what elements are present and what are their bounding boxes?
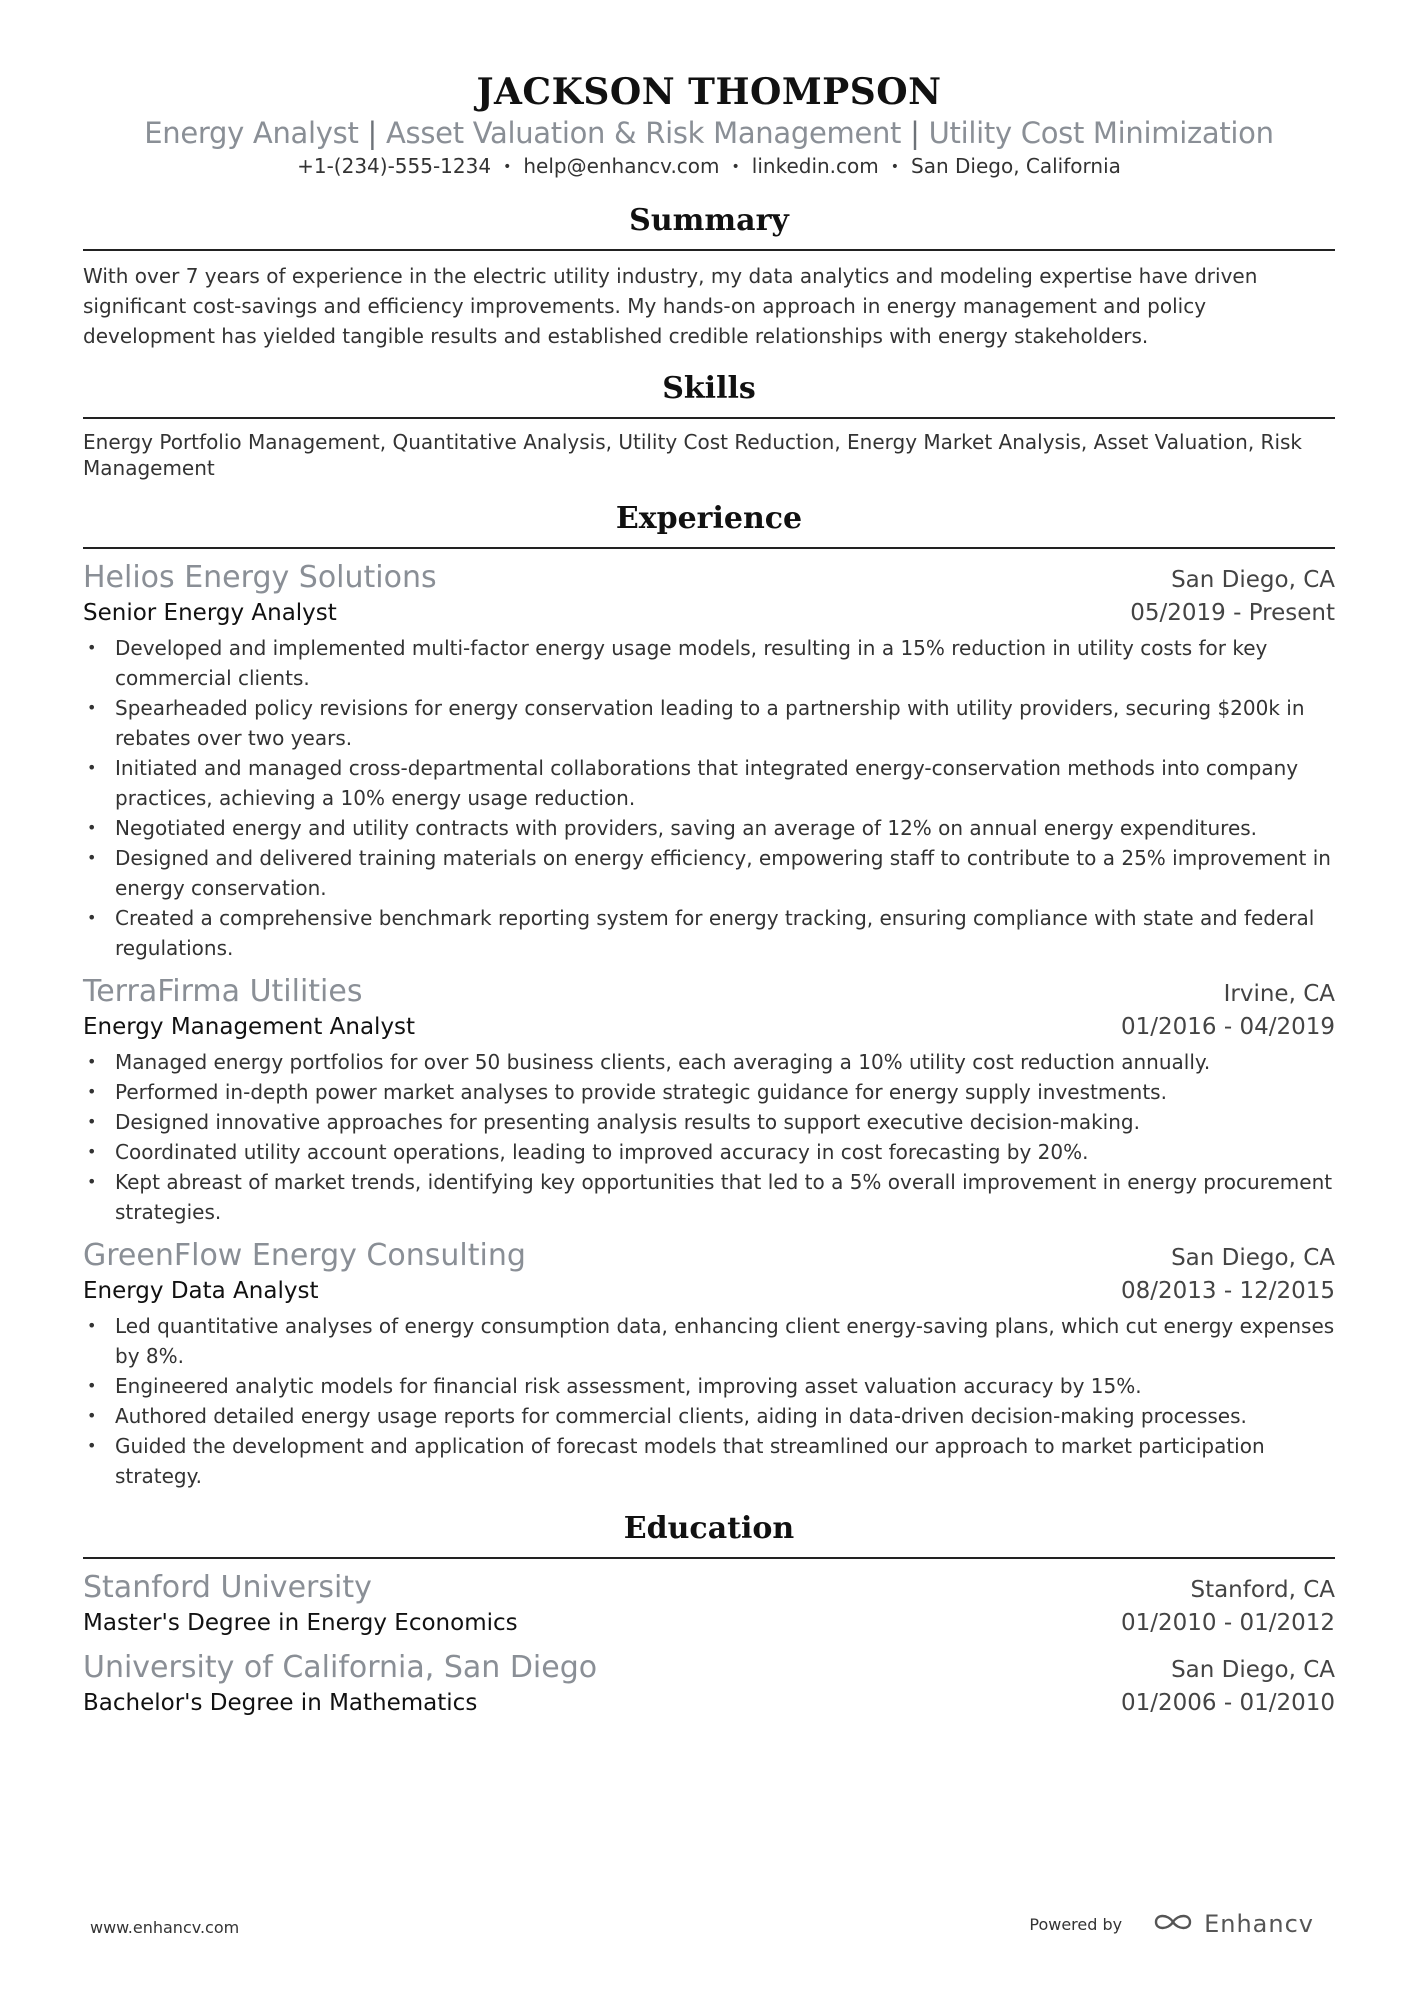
contact-line xyxy=(83,152,1335,183)
achievement-list xyxy=(83,633,1335,963)
job-dates: 08/2013 - 12/2015 xyxy=(1120,1278,1335,1304)
job-dates: 05/2019 - Present xyxy=(1130,600,1335,626)
degree: Bachelor's Degree in Mathematics xyxy=(83,1690,478,1716)
school-location: Stanford, CA xyxy=(1190,1577,1335,1603)
achievement-text: Coordinated utility account operations, leading to improved accuracy in cost forecasting by 20%. xyxy=(115,1140,1089,1164)
linkedin-link[interactable]: linkedin.com xyxy=(751,154,879,178)
contact-separator: • xyxy=(890,159,900,175)
achievement-text: Created a comprehensive benchmark reporting system for energy tracking, ensuring compliance with state and federal regulations. xyxy=(115,906,1315,960)
brand-name: Enhancv xyxy=(1204,1910,1314,1938)
experience-entry xyxy=(83,1237,1335,1491)
contact-separator: • xyxy=(503,159,512,175)
achievement-text: Guided the development and application of forecast models that streamlined our approach to market participation strategy. xyxy=(115,1434,1265,1488)
section-title: Education xyxy=(623,1511,795,1546)
bullet-icon: • xyxy=(87,1112,97,1131)
bullet-icon: • xyxy=(87,698,97,717)
achievement-list xyxy=(83,1311,1335,1491)
achievement-text: Engineered analytic models for financial risk assessment, improving asset valuation accuracy by 15%. xyxy=(115,1374,1142,1398)
achievement-list xyxy=(83,1047,1335,1227)
headline-item: Energy Analyst xyxy=(144,116,359,150)
education-entry xyxy=(83,1649,1335,1719)
bullet-icon: • xyxy=(87,848,97,867)
education-dates: 01/2010 - 01/2012 xyxy=(1120,1610,1335,1636)
bullet-icon: • xyxy=(87,1316,97,1335)
achievement-item xyxy=(83,843,1335,903)
achievement-text: Managed energy portfolios for over 50 business clients, each averaging a 10% utility cost reduction annually. xyxy=(115,1050,1211,1074)
achievement-text: Kept abreast of market trends, identifying key opportunities that led to a 5% overall improvement in energy procurement strategies. xyxy=(115,1170,1333,1224)
candidate-name: JACKSON THOMPSON xyxy=(476,71,942,113)
skills-section xyxy=(83,369,1335,481)
job-title: Energy Management Analyst xyxy=(83,1014,416,1040)
achievement-item xyxy=(83,813,1335,843)
contact-separator: • xyxy=(731,159,740,175)
bullet-icon: • xyxy=(87,1172,97,1191)
achievement-text: Designed innovative approaches for presenting analysis results to support executive decision-making. xyxy=(115,1110,1140,1134)
bullet-icon: • xyxy=(87,1052,97,1071)
section-title: Experience xyxy=(615,501,803,536)
resume-page xyxy=(83,70,1335,1729)
company-name: Helios Energy Solutions xyxy=(83,560,437,595)
footer-website-link[interactable]: www.enhancv.com xyxy=(90,1918,240,1937)
education-entry xyxy=(83,1569,1335,1639)
section-divider xyxy=(83,1557,1335,1559)
achievement-item xyxy=(83,1077,1335,1107)
bullet-icon: • xyxy=(87,1082,97,1101)
school-name: University of California, San Diego xyxy=(83,1650,598,1685)
experience-entry xyxy=(83,559,1335,963)
achievement-item xyxy=(83,633,1335,693)
skills-text: Energy Portfolio Management, Quantitative Analysis, Utility Cost Reduction, Energy Market Analysis, Asset Valuation, Risk Management xyxy=(83,430,1303,480)
degree: Master's Degree in Energy Economics xyxy=(83,1610,518,1636)
education-section xyxy=(83,1509,1335,1719)
section-title: Skills xyxy=(662,371,756,406)
achievement-text: Authored detailed energy usage reports for commercial clients, aiding in data-driven decision-making processes. xyxy=(115,1404,1247,1428)
bullet-icon: • xyxy=(87,908,97,927)
headline xyxy=(83,114,1335,152)
job-title: Energy Data Analyst xyxy=(83,1278,319,1304)
bullet-icon: • xyxy=(87,818,97,837)
footer-branding xyxy=(1029,1910,1314,1938)
powered-by-label: Powered by xyxy=(1029,1914,1123,1934)
achievement-item xyxy=(83,693,1335,753)
job-location: San Diego, CA xyxy=(1171,1245,1335,1271)
achievement-item xyxy=(83,903,1335,963)
summary-text: With over 7 years of experience in the electric utility industry, my data analytics and modeling expertise have driven significant cost-savings and efficiency improvements. My hands-on approach in energy management and policy development has yielded tangible results and established credible relationships with energy stakeholders. xyxy=(83,264,1258,348)
bullet-icon: • xyxy=(87,758,97,777)
company-name: GreenFlow Energy Consulting xyxy=(83,1238,526,1273)
job-title: Senior Energy Analyst xyxy=(83,600,337,626)
phone: +1-(234)-555-1234 xyxy=(297,154,492,178)
achievement-item xyxy=(83,1047,1335,1077)
education-dates: 01/2006 - 01/2010 xyxy=(1120,1690,1335,1716)
section-divider xyxy=(83,547,1335,549)
bullet-icon: • xyxy=(87,1142,97,1161)
section-divider xyxy=(83,249,1335,251)
achievement-item xyxy=(83,1401,1335,1431)
summary-section xyxy=(83,201,1335,351)
email-link[interactable]: help@enhancv.com xyxy=(523,154,720,178)
job-location: San Diego, CA xyxy=(1171,567,1335,593)
experience-section xyxy=(83,499,1335,1491)
location: San Diego, California xyxy=(911,154,1121,178)
headline-separator: | xyxy=(367,116,378,150)
achievement-text: Initiated and managed cross-departmental collaborations that integrated energy-conservation methods into company practices, achieving a 10% energy usage reduction. xyxy=(115,756,1299,810)
achievement-item xyxy=(83,1431,1335,1491)
achievement-item xyxy=(83,1137,1335,1167)
bullet-icon: • xyxy=(87,1436,97,1455)
section-divider xyxy=(83,417,1335,419)
achievement-text: Developed and implemented multi-factor energy usage models, resulting in a 15% reduction in utility costs for key commercial clients. xyxy=(115,636,1268,690)
bullet-icon: • xyxy=(87,638,97,657)
achievement-item xyxy=(83,1371,1335,1401)
company-name: TerraFirma Utilities xyxy=(83,974,363,1009)
bullet-icon: • xyxy=(87,1406,97,1425)
achievement-text: Negotiated energy and utility contracts with providers, saving an average of 12% on annual energy expenditures. xyxy=(115,816,1258,840)
achievement-item xyxy=(83,753,1335,813)
school-name: Stanford University xyxy=(83,1570,372,1605)
headline-item: Asset Valuation & Risk Management xyxy=(386,116,902,150)
achievement-item xyxy=(83,1167,1335,1227)
headline-item: Utility Cost Minimization xyxy=(928,116,1274,150)
job-location: Irvine, CA xyxy=(1223,981,1335,1007)
bullet-icon: • xyxy=(87,1376,97,1395)
achievement-text: Spearheaded policy revisions for energy conservation leading to a partnership with utility providers, securing $200k in rebates over two years. xyxy=(115,696,1305,750)
experience-entry xyxy=(83,973,1335,1227)
achievement-text: Designed and delivered training materials on energy efficiency, empowering staff to contribute to a 25% improvement in energy conservation. xyxy=(115,846,1331,900)
achievement-item xyxy=(83,1107,1335,1137)
infinity-logo-icon xyxy=(1150,1910,1196,1938)
school-location: San Diego, CA xyxy=(1171,1657,1335,1683)
achievement-text: Performed in-depth power market analyses to provide strategic guidance for energy supply investments. xyxy=(115,1080,1167,1104)
achievement-text: Led quantitative analyses of energy consumption data, enhancing client energy-saving plans, which cut energy expenses by 8%. xyxy=(115,1314,1335,1368)
achievement-item xyxy=(83,1311,1335,1371)
section-title: Summary xyxy=(629,203,789,238)
job-dates: 01/2016 - 04/2019 xyxy=(1120,1014,1335,1040)
headline-separator: | xyxy=(910,116,920,150)
